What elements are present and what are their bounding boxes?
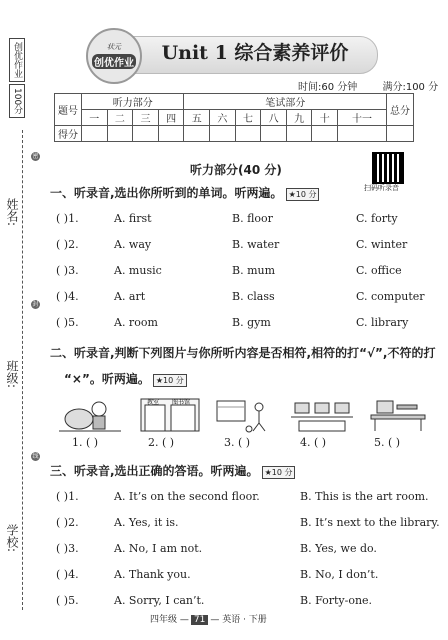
s3-item-num: ( )2. — [56, 516, 79, 529]
group-listening: 听力部分 — [82, 94, 184, 110]
s3-item-2[interactable] — [56, 516, 440, 532]
s1-item-num: ( )1. — [56, 212, 79, 225]
s1-option-c[interactable]: C. library — [356, 316, 409, 329]
col-4: 四 — [158, 110, 184, 126]
col-5: 五 — [184, 110, 210, 126]
s3-item-1[interactable] — [56, 490, 429, 506]
col-8: 八 — [261, 110, 287, 126]
col-10: 十 — [312, 110, 338, 126]
s3-item-5[interactable] — [56, 594, 426, 610]
s2-answer-3[interactable]: 3. ( ) — [224, 436, 251, 449]
s1-option-a[interactable]: A. art — [114, 290, 146, 303]
col-7: 七 — [235, 110, 261, 126]
score-cell[interactable] — [235, 126, 261, 142]
s3-item-num: ( )4. — [56, 568, 79, 581]
s1-option-c[interactable]: C. computer — [356, 290, 425, 303]
seal-dot-3: 线 — [32, 453, 39, 460]
s3-option-b[interactable]: B. This is the art room. — [300, 490, 429, 503]
s2-answer-5[interactable]: 5. ( ) — [374, 436, 401, 449]
col-1: 一 — [82, 110, 108, 126]
score-cell[interactable] — [184, 126, 210, 142]
section-3-points: ★10 分 — [262, 466, 296, 479]
total-label: 总分 — [387, 94, 414, 126]
s1-item-4[interactable] — [56, 290, 426, 306]
s3-option-a[interactable]: A. Yes, it is. — [114, 516, 179, 529]
logo-brand-text: 创优作业 — [92, 54, 136, 69]
s3-item-4[interactable] — [56, 568, 426, 584]
s3-option-a[interactable]: A. No, I am not. — [114, 542, 203, 555]
qr-caption: 扫码听录音 — [364, 184, 399, 192]
logo-top-text: 状元 — [107, 43, 121, 51]
s3-option-a[interactable]: A. Thank you. — [114, 568, 191, 581]
picture-1-kid-toy-icon — [58, 396, 122, 434]
s2-answer-1[interactable]: 1. ( ) — [72, 436, 99, 449]
score-table — [54, 93, 414, 142]
pic-label-library: 图书馆 — [172, 399, 191, 406]
section-3-title — [50, 462, 295, 479]
brand-label: 创优作业 — [12, 42, 22, 78]
s1-item-1[interactable] — [56, 212, 426, 228]
s1-item-num: ( )3. — [56, 264, 79, 277]
s1-option-b[interactable]: B. floor — [232, 212, 273, 225]
section-1-text: 一、听录音,选出你所听到的单词。听两遍。 — [50, 186, 283, 200]
time-limit: 时间:60 分钟 — [298, 82, 358, 93]
score-cell[interactable] — [82, 126, 108, 142]
points-box — [9, 84, 25, 118]
s3-option-a[interactable]: A. Sorry, I can’t. — [114, 594, 205, 607]
s1-option-a[interactable]: A. way — [114, 238, 152, 251]
s3-option-b[interactable]: B. No, I don’t. — [300, 568, 379, 581]
s1-option-c[interactable]: C. forty — [356, 212, 398, 225]
exam-meta — [290, 78, 438, 93]
s1-option-b[interactable]: B. gym — [232, 316, 271, 329]
footer-page-number: 71 — [191, 615, 208, 625]
s1-option-a[interactable]: A. music — [114, 264, 162, 277]
s3-option-b[interactable]: B. Yes, we do. — [300, 542, 377, 555]
section-2-points: ★10 分 — [153, 374, 187, 387]
name-label: 姓名: — [5, 198, 19, 227]
school-label: 学校: — [5, 524, 19, 553]
s2-answer-4[interactable]: 4. ( ) — [300, 436, 327, 449]
score-row — [55, 126, 414, 142]
s1-option-a[interactable]: A. first — [114, 212, 152, 225]
col-6: 六 — [210, 110, 236, 126]
section-1-points: ★10 分 — [286, 188, 320, 201]
row-label-number: 题号 — [55, 94, 82, 126]
col-3: 三 — [133, 110, 159, 126]
picture-4-computer-room-icon — [290, 396, 354, 434]
col-2: 二 — [107, 110, 133, 126]
score-cell[interactable] — [261, 126, 287, 142]
section-2-text: “×”。听两遍。 — [64, 372, 150, 386]
picture-5-desk-icon — [366, 396, 430, 434]
score-cell-total[interactable] — [387, 126, 414, 142]
s3-option-b[interactable]: B. It’s next to the library. — [300, 516, 440, 529]
score-cell[interactable] — [107, 126, 133, 142]
score-cell[interactable] — [286, 126, 312, 142]
seal-line — [22, 130, 23, 610]
score-header-row — [55, 94, 414, 110]
listening-section-title: 听力部分(40 分) — [190, 163, 282, 177]
s3-item-3[interactable] — [56, 542, 426, 558]
s2-answer-2[interactable]: 2. ( ) — [148, 436, 175, 449]
s1-option-a[interactable]: A. room — [114, 316, 158, 329]
s3-item-num: ( )5. — [56, 594, 79, 607]
score-cell[interactable] — [158, 126, 184, 142]
s3-option-b[interactable]: B. Forty-one. — [300, 594, 373, 607]
s1-item-num: ( )2. — [56, 238, 79, 251]
pic-label-classroom: 教室 — [147, 399, 160, 406]
s1-item-num: ( )4. — [56, 290, 79, 303]
footer-grade: 四年级 — [150, 615, 178, 625]
score-cell[interactable] — [210, 126, 236, 142]
section-2-title-cont — [64, 370, 187, 387]
qr-code-icon[interactable] — [372, 152, 404, 184]
brand-logo — [86, 28, 142, 84]
s1-option-c[interactable]: C. office — [356, 264, 402, 277]
s1-option-b[interactable]: B. class — [232, 290, 275, 303]
s3-item-num: ( )1. — [56, 490, 79, 503]
section-1-title — [50, 184, 319, 201]
points-label: 100分 — [12, 88, 22, 115]
score-col-row — [55, 110, 414, 126]
section-3-text: 三、听录音,选出正确的答语。听两遍。 — [50, 464, 259, 478]
section-3-points-text: 10 分 — [271, 468, 293, 477]
s1-item-2[interactable] — [56, 238, 426, 254]
page-title: Unit 1 综合素养评价 — [161, 42, 349, 64]
section-2-points-text: 10 分 — [163, 376, 184, 385]
page-footer: 四年级 — 71 — 英语 · 下册 — [150, 615, 267, 625]
section-2-title: 二、听录音,判断下列图片与你所听内容是否相符,相符的打“√”,不符的打 — [50, 346, 436, 360]
class-label: 班级: — [5, 360, 19, 389]
seal-dot-2: 封 — [32, 301, 39, 308]
picture-3-soccer-icon — [212, 396, 276, 434]
full-score: 满分:100 分 — [382, 82, 439, 93]
col-9: 九 — [286, 110, 312, 126]
s1-item-num: ( )5. — [56, 316, 79, 329]
binding-strip — [0, 0, 39, 640]
s1-item-5[interactable] — [56, 316, 426, 332]
row-label-score: 得分 — [55, 126, 82, 142]
footer-subject: 英语 · 下册 — [222, 615, 267, 625]
s1-option-b[interactable]: B. mum — [232, 264, 276, 277]
group-written: 笔试部分 — [184, 94, 387, 110]
score-cell[interactable] — [312, 126, 338, 142]
s1-option-b[interactable]: B. water — [232, 238, 280, 251]
seal-dot-1: 密 — [32, 153, 39, 160]
score-cell[interactable] — [133, 126, 159, 142]
picture-2-rooms-icon — [138, 396, 202, 434]
s1-option-c[interactable]: C. winter — [356, 238, 408, 251]
section-1-points-text: 10 分 — [295, 190, 317, 199]
brand-box — [9, 38, 25, 82]
s1-item-3[interactable] — [56, 264, 426, 280]
s3-item-num: ( )3. — [56, 542, 79, 555]
s3-option-a[interactable]: A. It’s on the second floor. — [114, 490, 260, 503]
score-cell[interactable] — [338, 126, 387, 142]
col-11: 十一 — [338, 110, 387, 126]
